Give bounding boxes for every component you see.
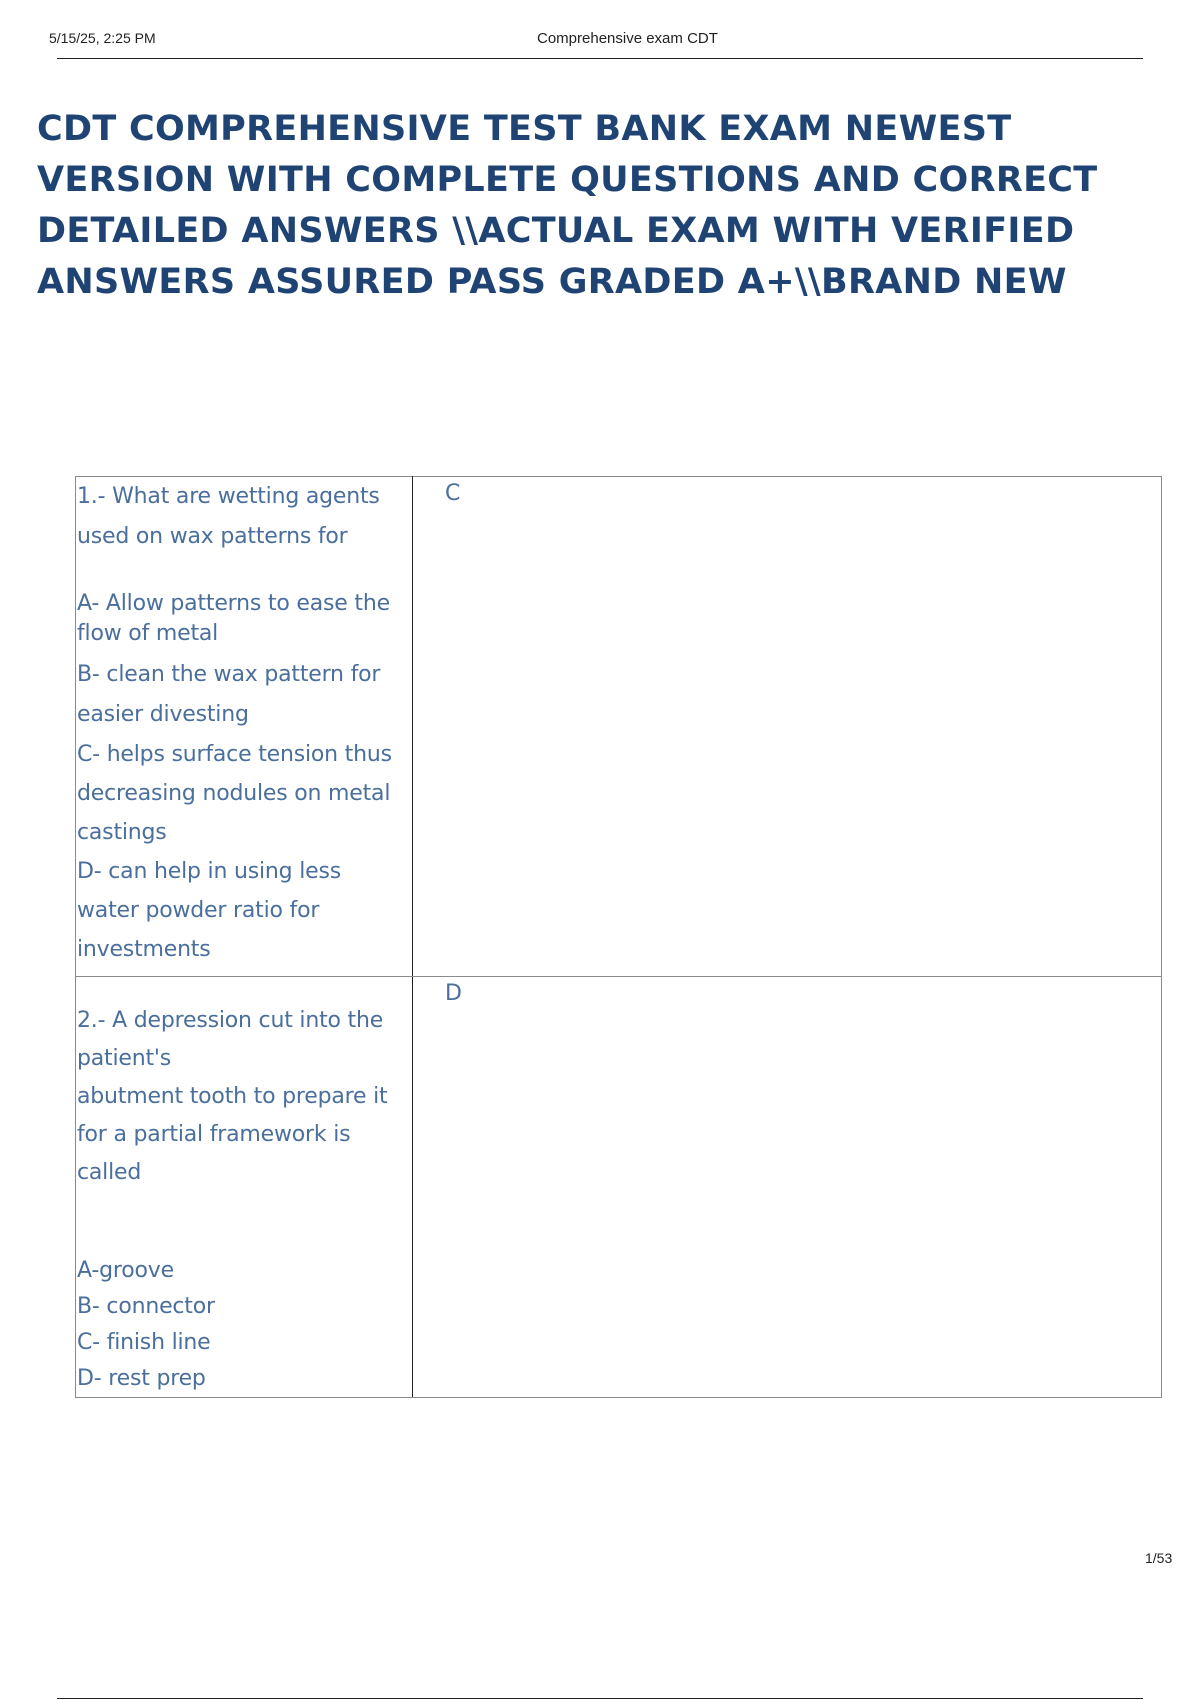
answer-options xyxy=(76,1253,412,1397)
answer-options xyxy=(76,589,412,969)
footer-rule xyxy=(57,1698,1143,1699)
option-d: D- can help in using less water powder ratio for investments xyxy=(77,859,341,962)
option-c: C- helps surface tension thus decreasing nodules on metal castings xyxy=(77,742,392,845)
question-cell xyxy=(76,977,413,1398)
answer-letter: C xyxy=(445,481,461,506)
question-stem: 1.- What are wetting agents used on wax patterns for xyxy=(77,484,380,549)
table-row xyxy=(76,477,1162,977)
option-b: B- clean the wax pattern for easier divesting xyxy=(77,662,381,727)
table-row xyxy=(76,977,1162,1398)
answer-cell xyxy=(413,977,1162,1398)
option-b: B- connector xyxy=(77,1294,215,1319)
document-title: CDT COMPREHENSIVE TEST BANK EXAM NEWEST VERSION WITH COMPLETE QUESTIONS AND CORRECT DETAILED ANSWERS \\ACTUAL EXAM WITH VERIFIED ANSWERS ASSURED PASS GRADED A+\\BRAND NEW xyxy=(37,109,1098,302)
option-a: A-groove xyxy=(77,1258,174,1283)
print-header xyxy=(49,28,1143,59)
question-stem xyxy=(76,977,412,1217)
print-date: 5/15/25, 2:25 PM xyxy=(49,30,156,46)
question-stem-line: 2.- A depression cut into the patient's abutment tooth to prepare it for a partial framework is called xyxy=(77,1008,388,1185)
page-number: 1/53 xyxy=(1145,1550,1173,1566)
option-a: A- Allow patterns to ease the flow of metal xyxy=(77,591,390,646)
question-cell xyxy=(76,477,413,977)
option-d: D- rest prep xyxy=(77,1366,206,1391)
answer-cell xyxy=(413,477,1162,977)
question-answer-table xyxy=(75,476,1162,1398)
answer-letter: D xyxy=(445,981,462,1006)
print-doc-title: Comprehensive exam CDT xyxy=(537,30,718,47)
option-c: C- finish line xyxy=(77,1330,211,1355)
